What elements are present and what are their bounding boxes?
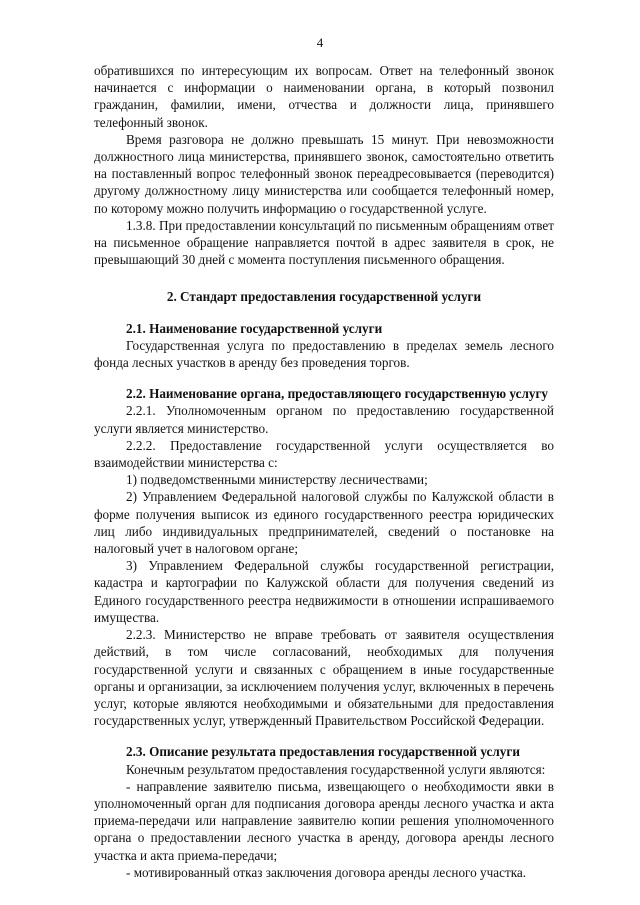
paragraph: 2.2.2. Предоставление государственной услуги осуществляется во взаимодействии министерства с: (94, 437, 554, 471)
subsection-heading: 2.1. Наименование государственной услуги (126, 320, 383, 336)
page-body (94, 62, 554, 881)
page-number: 4 (316, 35, 324, 50)
paragraph: Конечным результатом предоставления государственной услуги являются: (126, 761, 546, 777)
subsection-heading: 2.2. Наименование органа, предоставляющего государственную услугу (126, 386, 549, 402)
list-item: 3) Управлением Федеральной службы государственной регистрации, кадастра и картографии по Калужской области для получения сведений из Единого государственного реестра недвижимости в отношении испрашиваемого имущества. (94, 558, 554, 625)
paragraph: Государственная услуга по предоставлению в пределах земель лесного фонда лесных участков в аренду без проведения торгов. (94, 337, 554, 371)
list-item: - направление заявителю письма, извещающего о необходимости явки в уполномоченный орган для подписания договора аренды лесного участка и акта приема-передачи или направление заявителю копии решения уполномоченного органа о предоставлении лесного участка в аренду, договора аренды лесного участка и акта приема-передачи; (94, 778, 554, 863)
list-item: 2) Управлением Федеральной налоговой службы по Калужской области в форме получения выписок из единого государственного реестра юридических лиц либо индивидуальных предпринимателей, сведений о постановке на налоговый учет в налоговом органе; (94, 489, 554, 557)
paragraph: обратившихся по интересующим их вопросам. Ответ на телефонный звонок начинается с информации о наименовании органа, в который позвонил гражданин, фамилии, имени, отчества и должности лица, принявшего телефонный звонок. (94, 63, 554, 130)
paragraph: 2.2.1. Уполномоченным органом по предоставлению государственной услуги является министерство. (94, 403, 554, 436)
paragraph: Время разговора не должно превышать 15 минут. При невозможности должностного лица министерства, принявшего звонок, самостоятельно ответить на поставленный вопрос телефонный звонок переадресовывается (переводится) другому должностному лицу министерства или сообщается телефонный номер, по которому можно получить информацию о государственной услуге. (94, 131, 554, 216)
section-heading: 2. Стандарт предоставления государственной услуги (166, 289, 482, 305)
paragraph: 1.3.8. При предоставлении консультаций по письменным обращениям ответ на письменное обращение направляется почтой в адрес заявителя в срок, не превышающий 30 дней с момента поступления письменного обращения. (94, 217, 554, 268)
list-item: 1) подведомственными министерству лесничествами; (126, 472, 428, 488)
paragraph: 2.2.3. Министерство не вправе требовать от заявителя осуществления действий, в том числе согласований, необходимых для получения государственной услуги и связанных с обращением в иные государственные органы и организации, за исключением получения услуг, включенных в перечень услуг, которые являются необходимыми и обязательными для предоставления государственных услуг, утвержденный Правительством Российской Федерации. (94, 627, 554, 729)
list-item: - мотивированный отказ заключения договора аренды лесного участка. (126, 864, 527, 880)
subsection-heading: 2.3. Описание результата предоставления государственной услуги (126, 744, 520, 760)
